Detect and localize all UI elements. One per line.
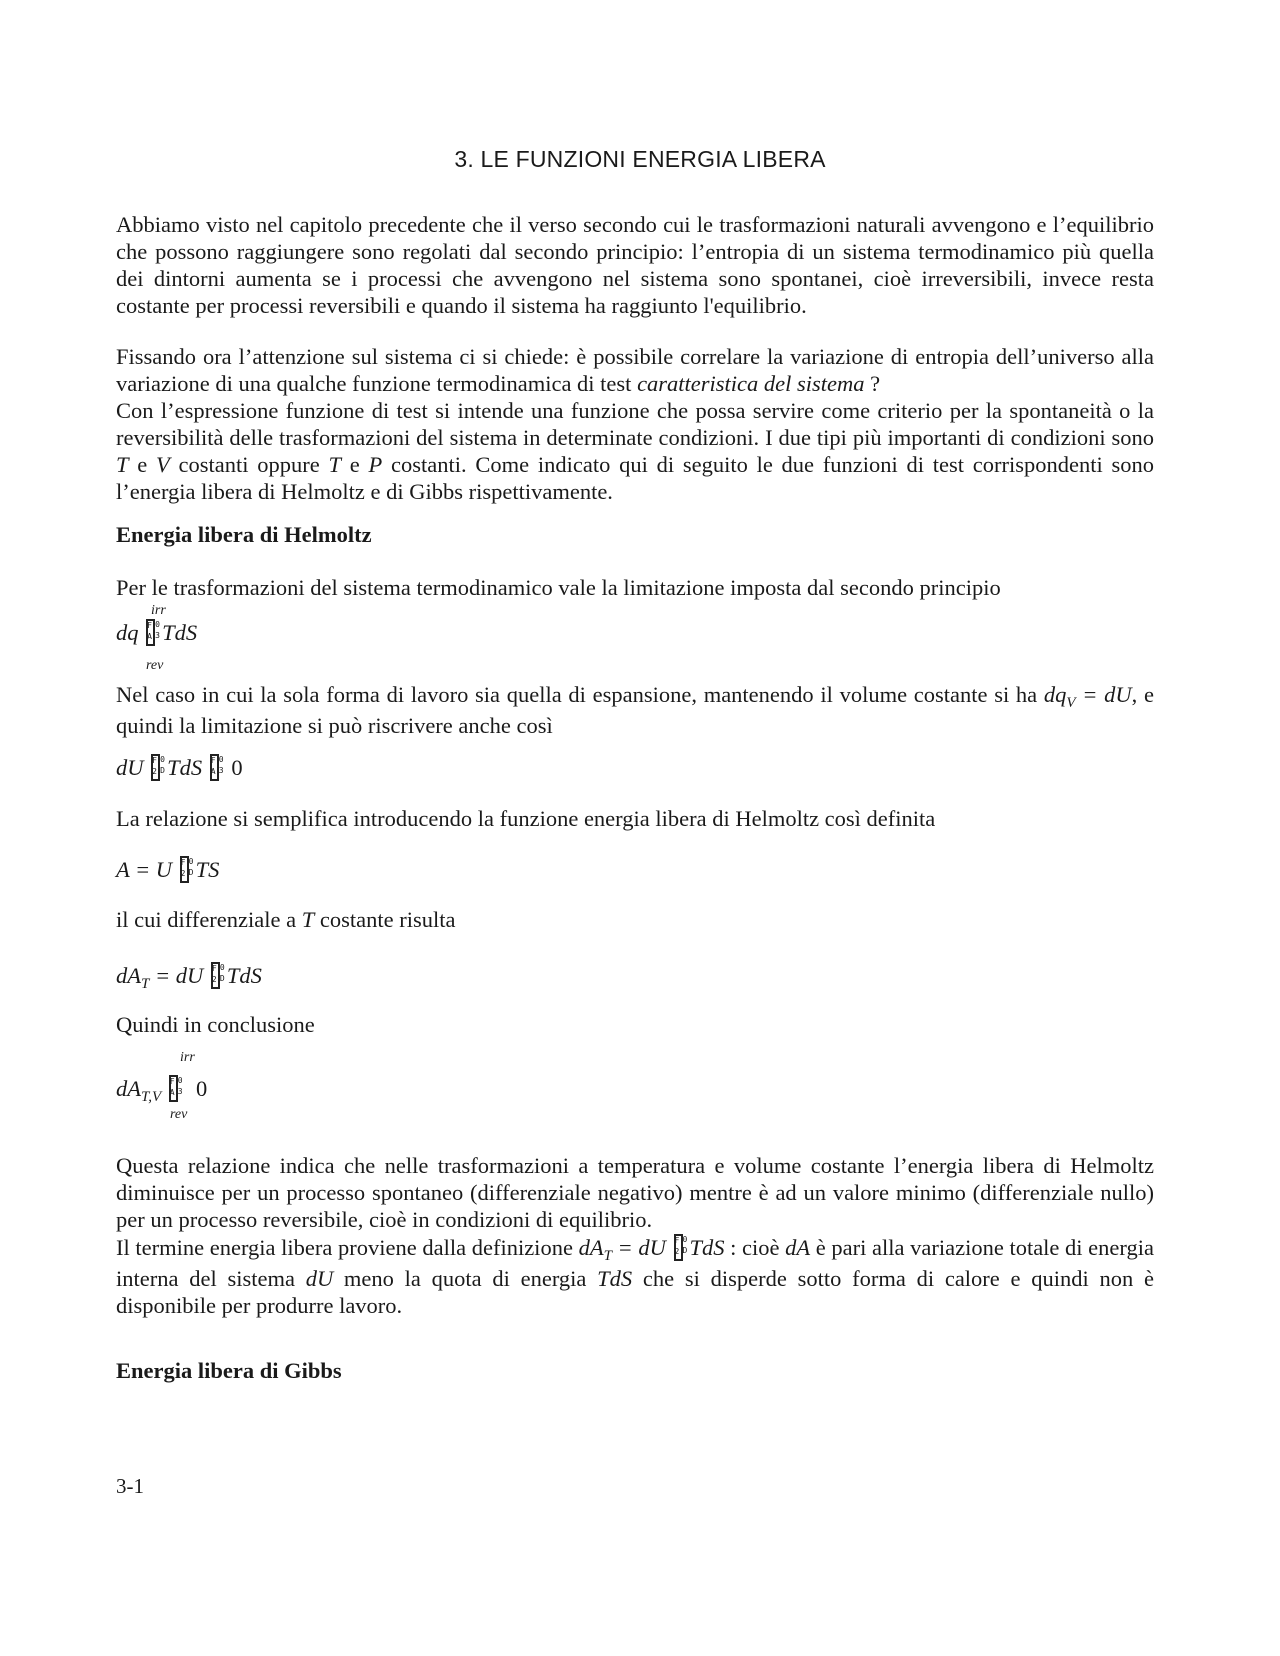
minus-glyph-icon: F 2 0 D [674, 1233, 688, 1263]
chapter-title: 3. LE FUNZIONI ENERGIA LIBERA [454, 146, 826, 172]
section-heading-gibbs: Energia libera di Gibbs [116, 1358, 342, 1383]
eq-lhs: A = U [116, 857, 173, 882]
symbol-T: T [116, 452, 129, 477]
eq-rhs: 0 [231, 755, 243, 780]
symbol-T: T [301, 907, 315, 932]
text-span: : cioè [724, 1235, 786, 1260]
text-span: Fissando ora l’attenzione sul sistema ci si chiede: è possibile correlare la variazione di entropia dell’universo alla variazione di una qualche funzione termodinamica di test [116, 344, 1154, 396]
text-span: Nel caso in cui la sola forma di lavoro sia quella di espansione, mantenendo il volume costante si ha [116, 682, 1044, 707]
symbol-P: P [368, 452, 383, 477]
text-span: che si disperde sotto forma di calore e quindi non è disponibile per produrre lavoro. [116, 1266, 1154, 1318]
limit-bottom-label: rev [170, 1107, 188, 1122]
paragraph-conclusion: Quindi in conclusione [116, 1012, 315, 1037]
paragraph-definition: La relazione si semplifica introducendo la funzione energia libera di Helmoltz così definita [116, 806, 936, 831]
minus-glyph-icon: F 2 0 D [151, 753, 165, 783]
eq-rhs: 0 [196, 1076, 208, 1101]
minus-glyph-icon: F 2 0 D [211, 961, 225, 991]
text-span: Con l’espressione funzione di test si intende una funzione che possa servire come criterio per la spontaneità o la reversibilità delle trasformazioni del sistema in determinate condizioni. I due tipi più importanti di condizioni sono [116, 398, 1154, 450]
italic-span: caratteristica del sistema [637, 371, 865, 396]
eq-lhs: dA [116, 1076, 141, 1101]
section-heading-helmoltz: Energia libera di Helmoltz [116, 522, 372, 547]
page-number: 3-1 [116, 1474, 144, 1498]
text-span: , e quindi la limitazione si può riscrivere anche così [116, 682, 1154, 738]
equation-2 [116, 753, 243, 783]
symbol-dq: dq [1043, 682, 1067, 707]
symbol-V: V [156, 452, 170, 477]
eq-lhs: dU [116, 755, 144, 780]
minus-glyph-icon: F 2 0 D [180, 855, 194, 885]
limit-bottom-label: rev [146, 658, 164, 673]
text-span: costante risulta [314, 907, 456, 932]
paragraph-test-function [116, 397, 1154, 505]
text-span: il cui differenziale a [116, 907, 302, 932]
eq-lhs: dq [116, 620, 139, 645]
symbol-dA: dA [578, 1235, 604, 1260]
subscript: T,V [141, 1089, 162, 1105]
text-span: e [128, 452, 157, 477]
paragraph-expansion [116, 681, 1154, 739]
eq-rhs: TS [195, 857, 220, 882]
text-span: Il termine energia libera proviene dalla definizione [116, 1235, 579, 1260]
eq-mid: = dU [149, 963, 204, 988]
symbol-dU: dU [305, 1266, 334, 1291]
equation-4 [116, 961, 262, 991]
text-span: ? [864, 371, 881, 396]
symbol-dA: dA [785, 1235, 811, 1260]
symbol-eq: = dU [1075, 682, 1132, 707]
symbol-TdS: TdS [597, 1266, 633, 1291]
inequality-glyph-icon: F A 0 3 [169, 1074, 183, 1104]
text-span: è pari alla variazione totale di energia interna del sistema [116, 1235, 1154, 1291]
paragraph-question [116, 343, 1154, 397]
eq-mid: TdS [167, 755, 203, 780]
equation-5 [116, 1074, 207, 1104]
eq-lhs: dA [116, 963, 141, 988]
inequality-glyph-icon: F A 0 3 [210, 753, 224, 783]
paragraph-second-principle: Per le trasformazioni del sistema termodinamico vale la limitazione imposta dal secondo principio [116, 575, 1001, 600]
subscript: T [603, 1248, 612, 1264]
subscript: V [1066, 695, 1076, 711]
limit-top-label: irr [151, 603, 166, 618]
inequality-glyph-icon: F A 0 3 [146, 618, 160, 648]
equation-3 [116, 855, 219, 885]
equation-1 [116, 618, 197, 648]
symbol-eq: = dU [611, 1235, 672, 1260]
paragraph-intro: Abbiamo visto nel capitolo precedente che il verso secondo cui le trasformazioni naturali avvengono e l’equilibrio che possono raggiungere sono regolati dal secondo principio: l’entropia di un sistema termodinamico più quella dei dintorni aumenta se i processi che avvengono nel sistema sono spontanei, cioè irreversibili, invece resta costante per processi reversibili e quando il sistema ha raggiunto l'equilibrio. [116, 212, 1154, 318]
text-span: costanti. Come indicato qui di seguito le due funzioni di test corrispondenti sono l’energia libera di Helmoltz e di Gibbs rispettivamente. [116, 452, 1154, 504]
subscript: T [141, 976, 150, 992]
paragraph-free-energy-term [116, 1233, 1154, 1319]
text-span: costanti oppure [169, 452, 329, 477]
symbol-TdS: TdS [689, 1235, 725, 1260]
paragraph-differential [116, 906, 1154, 933]
limit-top-label: irr [180, 1050, 195, 1065]
text-span: meno la quota di energia [333, 1266, 598, 1291]
symbol-T: T [328, 452, 341, 477]
eq-rhs: TdS [226, 963, 262, 988]
eq-rhs: TdS [162, 620, 198, 645]
text-span: e [341, 452, 369, 477]
paragraph-helmoltz-meaning: Questa relazione indica che nelle trasformazioni a temperatura e volume costante l’energia libera di Helmoltz diminuisce per un processo spontaneo (differenziale negativo) mentre è ad un valore minimo (differenziale nullo) per un processo reversibile, cioè in condizioni di equilibrio. [116, 1153, 1154, 1232]
